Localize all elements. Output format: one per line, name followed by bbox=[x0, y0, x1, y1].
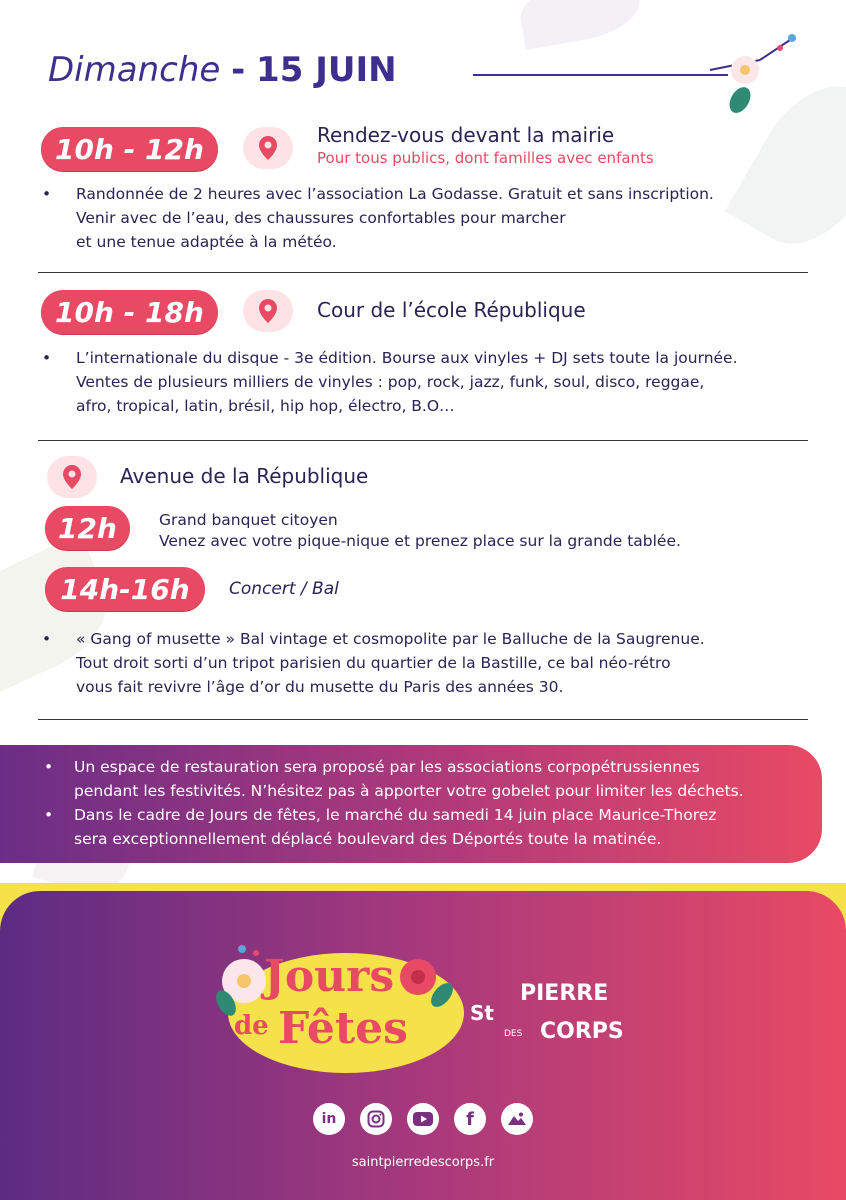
logo-text-jours: Jours bbox=[264, 951, 395, 1002]
event-audience: Pour tous publics, dont familles avec enfants bbox=[317, 149, 654, 167]
bullet-line: vous fait revivre l’âge d’or du musette du Paris des années 30. bbox=[76, 678, 564, 696]
website-link[interactable]: saintpierredescorps.fr bbox=[351, 1155, 495, 1170]
bullet-line: Ventes de plusieurs milliers de vinyles : pop, rock, jazz, funk, soul, disco, reggae, bbox=[76, 373, 705, 391]
info-line: pendant les festivités. N’hésitez pas à apporter votre gobelet pour limiter les déchets. bbox=[74, 782, 744, 800]
concert-title: Concert / Bal bbox=[229, 579, 339, 599]
city-logo-pierre: PIERRE bbox=[520, 981, 609, 1006]
logo-text-fetes: Fêtes bbox=[278, 1003, 408, 1054]
city-logo-corps: CORPS bbox=[540, 1019, 624, 1044]
time-label: 10h - 12h bbox=[55, 132, 204, 166]
title-date: 15 JUIN bbox=[256, 50, 397, 90]
time-badge bbox=[45, 506, 130, 550]
event-description bbox=[42, 182, 714, 254]
jours-de-fetes-logo bbox=[206, 941, 466, 1091]
footer bbox=[0, 883, 846, 1200]
location-pin-icon bbox=[243, 127, 293, 169]
section-divider bbox=[38, 719, 808, 720]
logo-text-de: de bbox=[234, 1011, 269, 1041]
city-logo-des: DES bbox=[504, 1029, 523, 1039]
city-logo-st: St bbox=[470, 1001, 494, 1025]
info-list bbox=[44, 755, 744, 851]
event-location: Avenue de la République bbox=[120, 464, 369, 488]
title-dash: - bbox=[231, 50, 246, 90]
time-label: 10h - 18h bbox=[55, 295, 204, 329]
location-pin-icon bbox=[243, 290, 293, 332]
banquet-text bbox=[159, 510, 681, 552]
bullet-line: Tout droit sorti d’un tripot parisien du quartier de la Bastille, ce bal néo-rétro bbox=[76, 654, 671, 672]
info-line: sera exceptionnellement déplacé boulevard des Déportés toute la matinée. bbox=[74, 830, 662, 848]
time-badge bbox=[45, 567, 205, 611]
time-badge bbox=[41, 127, 218, 171]
bullet-line: • « Gang of musette » Bal vintage et cosmopolite par le Balluche de la Saugrenue. bbox=[42, 630, 705, 648]
facebook-icon[interactable]: f bbox=[454, 1103, 486, 1135]
banquet-description: Venez avec votre pique-nique et prenez place sur la grande tablée. bbox=[159, 532, 681, 550]
info-line: • Un espace de restauration sera proposé par les associations corpopétrussiennes bbox=[44, 758, 700, 776]
event-description bbox=[42, 346, 738, 418]
time-label: 14h-16h bbox=[60, 572, 190, 606]
time-label: 12h bbox=[58, 511, 117, 545]
event-location: Rendez-vous devant la mairie bbox=[317, 123, 615, 147]
bullet-line: • Randonnée de 2 heures avec l’association La Godasse. Gratuit et sans inscription. bbox=[42, 185, 714, 203]
linkedin-icon[interactable]: in bbox=[313, 1103, 345, 1135]
instagram-icon[interactable] bbox=[360, 1103, 392, 1135]
youtube-icon[interactable] bbox=[407, 1103, 439, 1135]
location-pin-icon bbox=[47, 456, 97, 498]
title-divider bbox=[473, 74, 728, 76]
panoramax-icon[interactable] bbox=[501, 1103, 533, 1135]
bullet-line: • L’internationale du disque - 3e édition. Bourse aux vinyles + DJ sets toute la journée. bbox=[42, 349, 738, 367]
info-box bbox=[0, 745, 822, 863]
banquet-title: Grand banquet citoyen bbox=[159, 511, 338, 529]
footer-panel bbox=[0, 891, 846, 1200]
title-day: Dimanche bbox=[48, 50, 221, 90]
info-line: • Dans le cadre de Jours de fêtes, le marché du samedi 14 juin place Maurice-Thorez bbox=[44, 806, 717, 824]
decorative-leaf bbox=[516, 0, 645, 50]
time-badge bbox=[41, 290, 218, 334]
bullet-line: afro, tropical, latin, brésil, hip hop, électro, B.O… bbox=[76, 397, 455, 415]
event-location: Cour de l’école République bbox=[317, 298, 586, 322]
page-title bbox=[48, 50, 397, 90]
city-logo bbox=[470, 969, 640, 1059]
event-description bbox=[42, 627, 705, 699]
section-divider bbox=[38, 272, 808, 273]
bullet-line: Venir avec de l’eau, des chaussures confortables pour marcher bbox=[76, 209, 566, 227]
section-divider bbox=[38, 440, 808, 441]
bullet-line: et une tenue adaptée à la météo. bbox=[76, 233, 337, 251]
